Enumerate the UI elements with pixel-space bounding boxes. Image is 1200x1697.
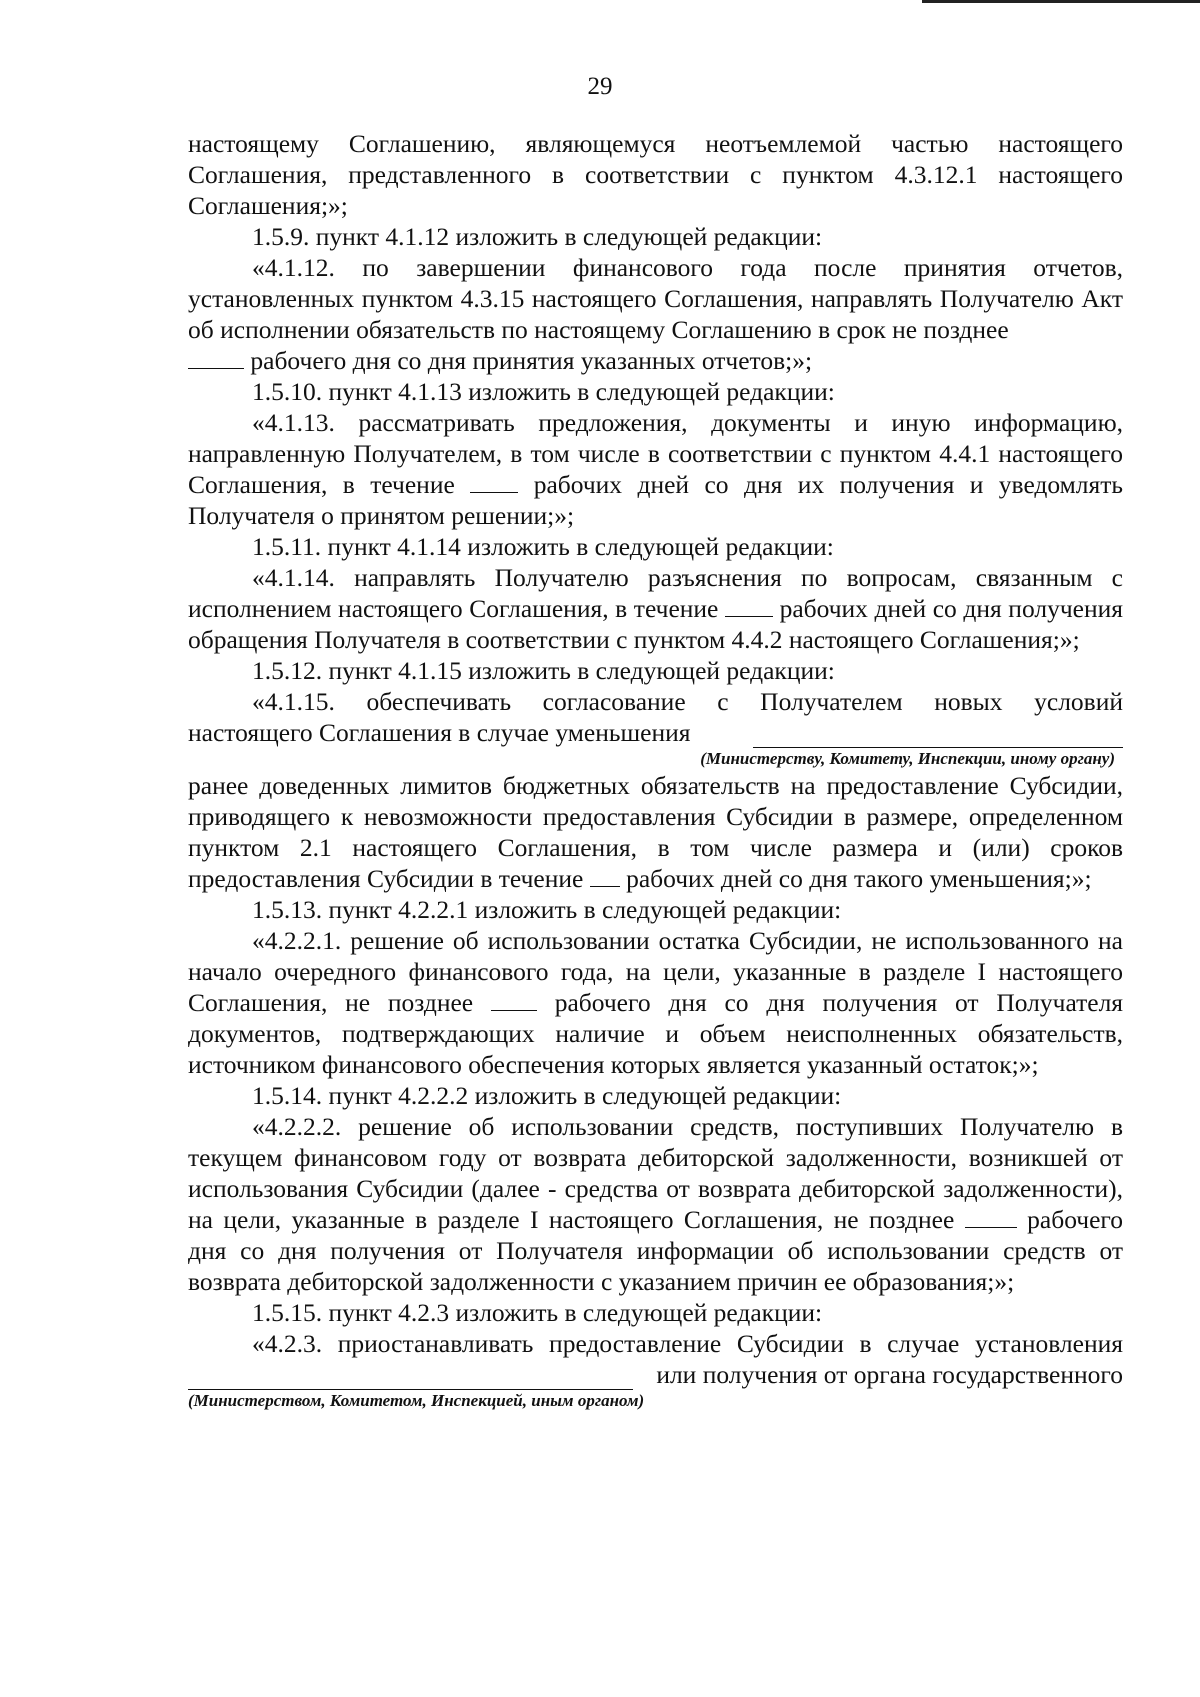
paragraph: 1.5.10. пункт 4.1.13 изложить в следующей редакции:	[252, 377, 835, 406]
paragraph-text: «4.2.2.1. решение об использовании остатка Субсидии, не использованного на начало очередного финансового года, на цели, указанные в разделе I настоящего Соглашения, не позднее	[188, 926, 1123, 1017]
paragraph	[188, 345, 1123, 376]
paragraph-text: или получения от органа государственного	[656, 1360, 1123, 1389]
fill-in-blank	[188, 1365, 633, 1390]
top-rule	[922, 0, 1200, 3]
paragraph	[188, 562, 1123, 655]
paragraph: 1.5.15. пункт 4.2.3 изложить в следующей редакции:	[252, 1298, 823, 1327]
paragraph-text: рабочего дня со дня принятия указанных отчетов;»;	[250, 346, 813, 375]
paragraph-text: «4.1.14. направлять Получателю разъяснения по вопросам, связанным с исполнением настоящего Соглашения, в течение	[188, 563, 1123, 623]
fill-in-blank	[965, 1205, 1017, 1228]
paragraph: 1.5.11. пункт 4.1.14 изложить в следующей редакции:	[252, 532, 834, 561]
paragraph-text: «4.2.2.2. решение об использовании средств, поступивших Получателю в текущем финансовом году от возврата дебиторской задолженности, возникшей от использования Субсидии (далее - средства от возврата дебиторской задолженности), на цели, указанные в разделе I настоящего Соглашения, не позднее	[188, 1112, 1123, 1234]
fill-in-blank	[470, 470, 518, 493]
paragraph-text: рабочих дней со дня получения обращения Получателя в соответствии с пунктом 4.4.2 настоящего Соглашения;»;	[188, 594, 1124, 654]
paragraph: настоящему Соглашению, являющемуся неотъемлемой частью настоящего Соглашения, представленного в соответствии с пунктом 4.3.12.1 настоящего Соглашения;»;	[188, 129, 1123, 220]
paragraph: «4.2.3. приостанавливать предоставление Субсидии в случае установления	[252, 1329, 1123, 1358]
line-with-blank	[188, 1359, 1123, 1390]
paragraph-text: рабочего дня со дня получения от Получателя информации об использовании средств от возврата дебиторской задолженности с указанием причин ее образования;»;	[188, 1205, 1124, 1296]
paragraph-text: ранее доведенных лимитов бюджетных обязательств на предоставление Субсидии, приводящего к невозможности предоставления Субсидии в размере, определенном пунктом 2.1 настоящего Соглашения, в том числе размера и (или) сроков предоставления Субсидии в течение	[188, 771, 1123, 893]
paragraph-text: рабочих дней со дня их получения и уведомлять Получателя о принятом решении;»;	[188, 470, 1124, 530]
paragraph	[188, 925, 1123, 1080]
fill-in-blank	[188, 346, 244, 369]
paragraph-text: настоящего Соглашения в случае уменьшения	[188, 718, 691, 747]
fill-in-blank	[590, 864, 620, 887]
paragraph: 1.5.14. пункт 4.2.2.2 изложить в следующей редакции:	[252, 1081, 842, 1110]
fill-in-blank	[753, 723, 1123, 748]
blank-caption: (Министерством, Комитетом, Инспекцией, иным органом)	[188, 1391, 645, 1410]
paragraph: 1.5.9. пункт 4.1.12 изложить в следующей редакции:	[252, 222, 823, 251]
paragraph: 1.5.13. пункт 4.2.2.1 изложить в следующей редакции:	[252, 895, 842, 924]
fill-in-blank	[725, 594, 773, 617]
paragraph-text: рабочего дня со дня получения от Получателя документов, подтверждающих наличие и объем неисполненных обязательств, источником финансового обеспечения которых является указанный остаток;»;	[188, 988, 1124, 1079]
page-number: 29	[587, 73, 613, 100]
paragraph-text: рабочих дней со дня такого уменьшения;»;	[626, 864, 1092, 893]
blank-caption: (Министерству, Комитету, Инспекции, иному органу)	[700, 749, 1115, 768]
line-with-blank	[188, 717, 1123, 748]
paragraph-text: «4.1.13. рассматривать предложения, документы и иную информацию, направленную Получателем, в том числе в соответствии с пунктом 4.4.1 настоящего Соглашения, в течение	[188, 408, 1123, 499]
paragraph: 1.5.12. пункт 4.1.15 изложить в следующей редакции:	[252, 656, 835, 685]
paragraph	[188, 770, 1123, 894]
fill-in-blank	[491, 988, 537, 1011]
paragraph	[188, 1111, 1123, 1297]
paragraph	[188, 407, 1123, 531]
paragraph: «4.1.12. по завершении финансового года после принятия отчетов, установленных пунктом 4.3.15 настоящего Соглашения, направлять Получателю Акт об исполнении обязательств по настоящему Соглашению в срок не позднее	[188, 253, 1123, 344]
document-body	[188, 128, 1123, 1411]
paragraph: «4.1.15. обеспечивать согласование с Получателем новых условий	[252, 687, 1123, 716]
